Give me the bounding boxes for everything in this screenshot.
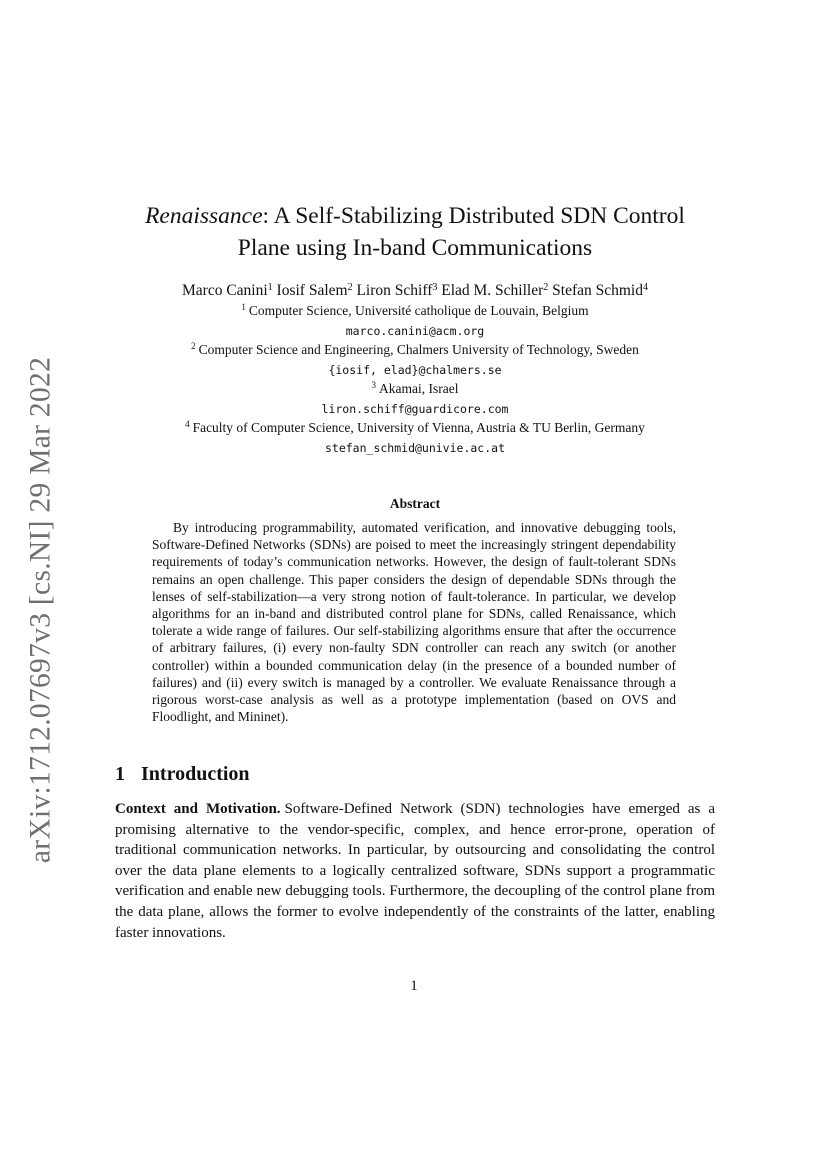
- affiliation-text: Computer Science, Université catholique de Louvain, Belgium: [248, 303, 589, 318]
- author-name: Stefan Schmid: [552, 282, 643, 299]
- section-number: 1: [115, 763, 125, 785]
- paragraph-text: Software-Defined Network (SDN) technologies have emerged as a promising alternative to the vendor-specific, complex, and hence error-prone, operation of traditional communication networks. In particular, by outsourcing and consolidating the control over the data plane elements to a logically centralized software, SDNs support a programmatic verification and enable new debugging tools. Furthermore, the decoupling of the control plane from the data plane, allows the former to evolve independently of the constraints of the latter, enabling faster innovations.: [115, 801, 715, 941]
- author-affil-mark: 3: [432, 282, 438, 293]
- title-line-2: Plane using In-band Communications: [237, 235, 593, 261]
- paragraph-run-in-heading: Context and Motivation.: [115, 801, 281, 817]
- paper-title: [115, 200, 715, 264]
- abstract-body: By introducing programmability, automated verification, and innovative debugging tools, Software-Defined Networks (SDNs) are poised to meet the increasingly stringent dependability requirements of today’s communication networks. However, the design of fault-tolerant SDNs remains an open challenge. This paper considers the design of dependable SDNs through the lenses of self-stabilization—a very strong notion of fault-tolerance. In particular, we develop algorithms for an in-band and distributed control plane for SDNs, called Renaissance, which tolerate a wide range of failures. Our self-stabilizing algorithms ensure that after the occurrence of arbitrary failures, (i) every non-faulty SDN controller can reach any switch (or another controller) within a bounded communication delay (in the presence of a bounded number of failures) and (ii) every switch is managed by a controller. We evaluate Renaissance through a rigorous worst-case analysis as well as a prototype implementation (based on OVS and Floodlight, and Mininet).: [152, 520, 676, 725]
- author-name: Iosif Salem: [276, 282, 348, 299]
- author-affil-mark: 4: [643, 282, 648, 293]
- affiliation: [100, 341, 730, 359]
- author-name: Liron Schiff: [356, 282, 433, 299]
- affiliation-text: Faculty of Computer Science, University of Vienna, Austria & TU Berlin, Germany: [192, 420, 645, 435]
- title-line-1-rest: : A Self-Stabilizing Distributed SDN Control: [262, 203, 685, 229]
- author-affil-mark: 2: [543, 282, 549, 293]
- affiliation: [100, 302, 730, 320]
- affiliation-text: Akamai, Israel: [379, 381, 459, 396]
- section-heading: [115, 761, 250, 787]
- abstract-heading: Abstract: [389, 496, 441, 511]
- intro-paragraph: [115, 799, 715, 943]
- author-email: liron.schiff@guardicore.com: [321, 402, 509, 416]
- title-italic-name: Renaissance: [145, 203, 263, 229]
- arxiv-identifier-stamp: arXiv:1712.07697v3 [cs.NI] 29 Mar 2022: [24, 356, 57, 864]
- affiliation: [100, 380, 730, 398]
- affiliation-number: 4: [185, 419, 190, 429]
- author-affil-mark: 2: [347, 282, 353, 293]
- affiliation-number: 1: [241, 302, 246, 312]
- affiliation-number: 3: [371, 380, 377, 390]
- author-name: Marco Canini: [182, 282, 268, 299]
- author-affil-mark: 1: [267, 282, 273, 293]
- author-email: {iosif, elad}@chalmers.se: [328, 363, 502, 377]
- affiliation-text: Computer Science and Engineering, Chalmers University of Technology, Sweden: [198, 342, 639, 357]
- author-name: Elad M. Schiller: [441, 282, 544, 299]
- affiliation-number: 2: [191, 341, 196, 351]
- author-email: stefan_schmid@univie.ac.at: [324, 441, 505, 455]
- author-email: marco.canini@acm.org: [345, 324, 485, 338]
- title-line-1: [115, 200, 715, 232]
- author-list: [100, 281, 730, 301]
- affiliation: [100, 419, 730, 437]
- section-title: Introduction: [141, 763, 250, 785]
- page-number: 1: [410, 978, 418, 994]
